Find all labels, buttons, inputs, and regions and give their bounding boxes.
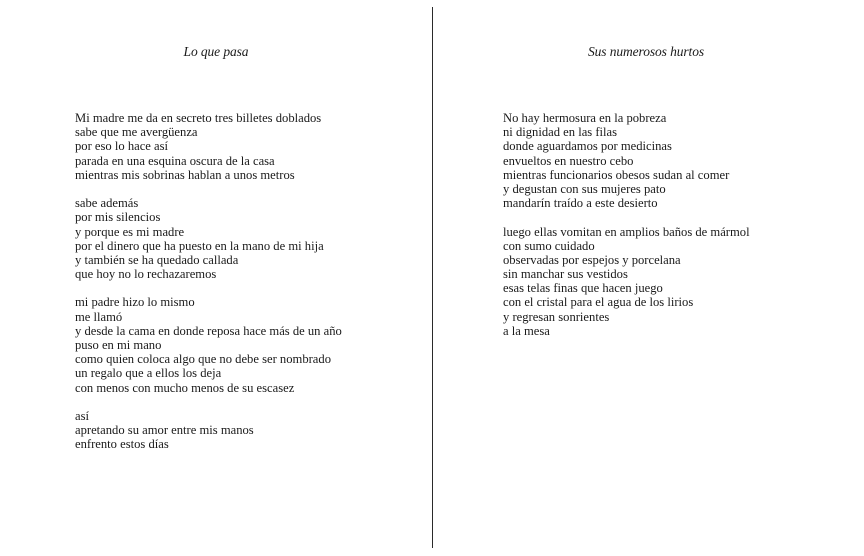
poem-body bbox=[75, 111, 415, 452]
verse-line: un regalo que a ellos los deja bbox=[75, 366, 222, 381]
verse-line: por mis silencios bbox=[75, 210, 161, 225]
verse-line: y también se ha quedado callada bbox=[75, 252, 239, 267]
verse-line: No hay hermosura en la pobreza bbox=[503, 111, 667, 125]
verse-line: a la mesa bbox=[503, 323, 550, 338]
verse-line: apretando su amor entre mis manos bbox=[75, 423, 254, 438]
right-page bbox=[433, 0, 864, 556]
verse-line: y desde la cama en donde reposa hace más de un año bbox=[75, 323, 342, 338]
verse-line: por eso lo hace así bbox=[75, 139, 169, 154]
stanza bbox=[75, 409, 415, 452]
verse-line: donde aguardamos por medicinas bbox=[503, 139, 672, 154]
stanza bbox=[503, 111, 848, 210]
stanza bbox=[75, 295, 415, 394]
verse-line: Mi madre me da en secreto tres billetes doblados bbox=[75, 111, 322, 125]
poem-title: Lo que pasa bbox=[183, 44, 249, 59]
verse-line: sabe que me avergüenza bbox=[75, 125, 198, 140]
poem-title: Sus numerosos hurtos bbox=[587, 44, 704, 59]
verse-line: mientras mis sobrinas hablan a unos metros bbox=[75, 167, 295, 182]
verse-line: mi padre hizo lo mismo bbox=[75, 295, 195, 310]
verse-line: y regresan sonrientes bbox=[503, 309, 610, 324]
verse-line: luego ellas vomitan en amplios baños de mármol bbox=[503, 224, 750, 239]
verse-line: por el dinero que ha puesto en la mano de mi hija bbox=[75, 238, 324, 253]
stanza bbox=[75, 196, 415, 281]
verse-line: sabe además bbox=[75, 196, 139, 211]
verse-line: así bbox=[75, 408, 89, 423]
verse-line: y degustan con sus mujeres pato bbox=[503, 181, 666, 196]
verse-line: puso en mi mano bbox=[75, 338, 162, 352]
verse-line: enfrento estos días bbox=[75, 437, 169, 452]
poem-body bbox=[503, 111, 848, 338]
verse-line: parada en una esquina oscura de la casa bbox=[75, 153, 275, 168]
verse-line: observadas por espejos y porcelana bbox=[503, 252, 681, 267]
verse-line: ni dignidad en las filas bbox=[503, 125, 618, 140]
verse-line: con el cristal para el agua de los lirios bbox=[503, 295, 694, 310]
stanza bbox=[75, 111, 415, 182]
verse-line: envueltos en nuestro cebo bbox=[503, 153, 634, 168]
verse-line: mientras funcionarios obesos sudan al comer bbox=[503, 167, 730, 182]
verse-line: me llamó bbox=[75, 309, 123, 324]
verse-line: con menos con mucho menos de su escasez bbox=[75, 380, 295, 395]
verse-line: esas telas finas que hacen juego bbox=[503, 281, 663, 296]
verse-line: con sumo cuidado bbox=[503, 238, 595, 253]
verse-line: mandarín traído a este desierto bbox=[503, 196, 658, 211]
verse-line: que hoy no lo rechazaremos bbox=[75, 267, 217, 282]
verse-line: y porque es mi madre bbox=[75, 224, 185, 239]
verse-line: sin manchar sus vestidos bbox=[503, 267, 628, 282]
verse-line: como quien coloca algo que no debe ser nombrado bbox=[75, 352, 331, 367]
stanza bbox=[503, 225, 848, 339]
